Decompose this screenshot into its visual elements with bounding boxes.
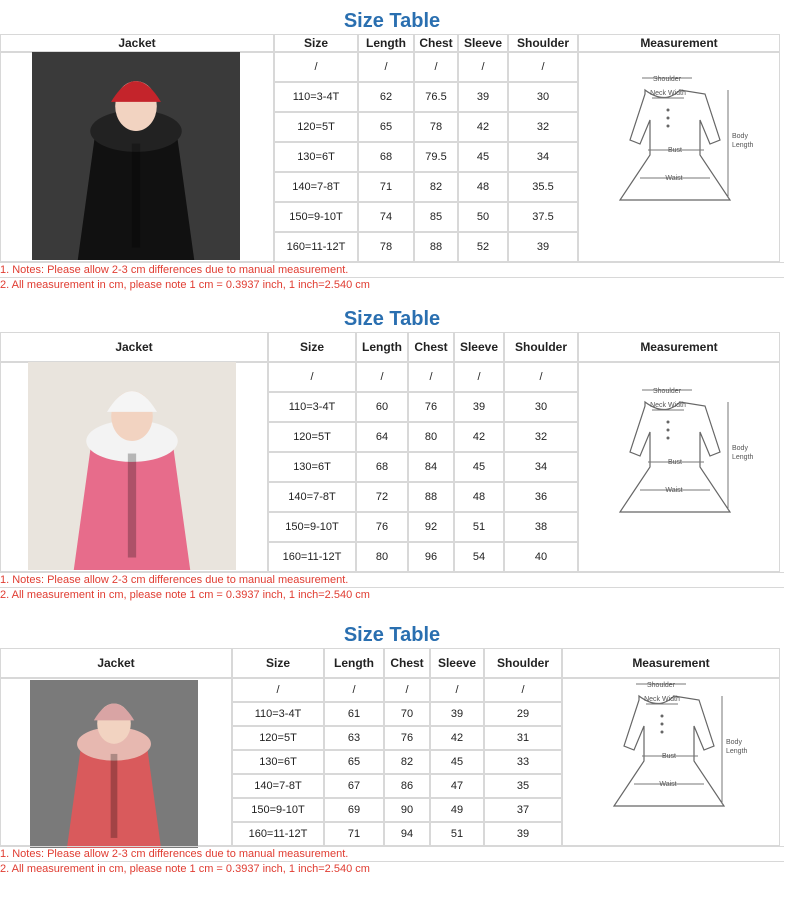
- svg-text:Length: Length: [732, 142, 754, 149]
- size-cell: 140=7-8T: [232, 774, 324, 798]
- measure-cell: 45: [430, 750, 484, 774]
- measure-cell: 88: [408, 482, 454, 512]
- measure-cell: 45: [454, 452, 504, 482]
- measure-cell: 86: [384, 774, 430, 798]
- svg-text:Bust: Bust: [667, 147, 683, 154]
- measure-cell: 35.5: [508, 172, 578, 202]
- size-table-title: Size Table: [343, 308, 441, 330]
- measurement-note-2: 2. All measurement in cm, please note 1 cm = 0.3937 inch, 1 inch=2.540 cm: [0, 861, 784, 876]
- measure-cell: /: [358, 52, 414, 82]
- size-cell: 110=3-4T: [232, 702, 324, 726]
- measure-cell: /: [356, 362, 408, 392]
- svg-text:Waist: Waist: [665, 175, 683, 182]
- measure-cell: 37.5: [508, 202, 578, 232]
- svg-text:Neck Width: Neck Width: [644, 696, 680, 703]
- measure-cell: 50: [458, 202, 508, 232]
- measure-cell: /: [384, 678, 430, 702]
- size-cell: 150=9-10T: [268, 512, 356, 542]
- measure-cell: 80: [408, 422, 454, 452]
- measure-cell: 47: [430, 774, 484, 798]
- measure-cell: 51: [430, 822, 484, 846]
- header-chest: Chest: [408, 332, 454, 362]
- measure-cell: 39: [508, 232, 578, 262]
- svg-text:Bust: Bust: [661, 753, 677, 760]
- measure-cell: 90: [384, 798, 430, 822]
- measure-cell: 37: [484, 798, 562, 822]
- measure-cell: 76.5: [414, 82, 458, 112]
- measure-cell: 69: [324, 798, 384, 822]
- svg-text:Body: Body: [732, 133, 748, 140]
- header-size: Size: [274, 34, 358, 52]
- measure-cell: 32: [504, 422, 578, 452]
- measure-cell: 67: [324, 774, 384, 798]
- measure-cell: 51: [454, 512, 504, 542]
- size-table-title: Size Table: [343, 624, 441, 646]
- measure-cell: /: [484, 678, 562, 702]
- svg-text:Waist: Waist: [665, 487, 683, 494]
- svg-text:Shoulder: Shoulder: [652, 388, 682, 395]
- black-hooded-jacket-girl-image: [32, 52, 240, 260]
- measure-cell: 92: [408, 512, 454, 542]
- measure-cell: 39: [430, 702, 484, 726]
- measure-cell: 34: [508, 142, 578, 172]
- header-size: Size: [232, 648, 324, 678]
- measure-cell: 36: [504, 482, 578, 512]
- measure-cell: 85: [414, 202, 458, 232]
- measure-cell: /: [408, 362, 454, 392]
- size-cell: 130=6T: [274, 142, 358, 172]
- measure-cell: 82: [414, 172, 458, 202]
- header-chest: Chest: [384, 648, 430, 678]
- measure-cell: 48: [458, 172, 508, 202]
- size-cell: 130=6T: [232, 750, 324, 774]
- measure-cell: 33: [484, 750, 562, 774]
- pink-hooded-jacket-girl-image: [28, 362, 236, 570]
- header-length: Length: [324, 648, 384, 678]
- header-shoulder: Shoulder: [508, 34, 578, 52]
- size-cell: 110=3-4T: [274, 82, 358, 112]
- measurement-note-1: 1. Notes: Please allow 2-3 cm differences due to manual measurement.: [0, 572, 784, 587]
- size-cell: 140=7-8T: [274, 172, 358, 202]
- measurement-note-2: 2. All measurement in cm, please note 1 cm = 0.3937 inch, 1 inch=2.540 cm: [0, 277, 784, 292]
- measure-cell: 64: [356, 422, 408, 452]
- size-cell: /: [232, 678, 324, 702]
- svg-text:Length: Length: [732, 454, 754, 461]
- measure-cell: 94: [384, 822, 430, 846]
- header-shoulder: Shoulder: [504, 332, 578, 362]
- measure-cell: /: [414, 52, 458, 82]
- size-cell: /: [274, 52, 358, 82]
- measure-cell: 62: [358, 82, 414, 112]
- svg-text:Neck Width: Neck Width: [650, 90, 686, 97]
- measure-cell: 35: [484, 774, 562, 798]
- measure-cell: 42: [430, 726, 484, 750]
- measure-cell: 80: [356, 542, 408, 572]
- measure-cell: 71: [358, 172, 414, 202]
- svg-text:Shoulder: Shoulder: [646, 682, 676, 689]
- measure-cell: /: [504, 362, 578, 392]
- measure-cell: 79.5: [414, 142, 458, 172]
- measure-cell: 52: [458, 232, 508, 262]
- measure-cell: 54: [454, 542, 504, 572]
- measure-cell: 39: [458, 82, 508, 112]
- measure-cell: 82: [384, 750, 430, 774]
- measure-cell: 39: [484, 822, 562, 846]
- size-cell: 130=6T: [268, 452, 356, 482]
- svg-text:Body: Body: [732, 445, 748, 452]
- svg-text:Neck Width: Neck Width: [650, 402, 686, 409]
- measure-cell: 71: [324, 822, 384, 846]
- measure-cell: 40: [504, 542, 578, 572]
- measure-cell: 61: [324, 702, 384, 726]
- header-jacket: Jacket: [0, 648, 232, 678]
- measure-cell: 78: [358, 232, 414, 262]
- size-cell: 120=5T: [268, 422, 356, 452]
- measure-cell: 42: [458, 112, 508, 142]
- garment-measurement-diagram: [600, 382, 760, 536]
- header-sleeve: Sleeve: [458, 34, 508, 52]
- header-measurement: Measurement: [562, 648, 780, 678]
- measure-cell: 49: [430, 798, 484, 822]
- measure-cell: 65: [324, 750, 384, 774]
- measure-cell: 84: [408, 452, 454, 482]
- measure-cell: 68: [356, 452, 408, 482]
- header-measurement: Measurement: [578, 34, 780, 52]
- garment-measurement-diagram: [594, 676, 754, 830]
- measure-cell: /: [324, 678, 384, 702]
- measure-cell: 30: [504, 392, 578, 422]
- header-jacket: Jacket: [0, 34, 274, 52]
- svg-text:Body: Body: [726, 739, 742, 746]
- svg-text:Shoulder: Shoulder: [652, 76, 682, 83]
- header-length: Length: [356, 332, 408, 362]
- header-sleeve: Sleeve: [430, 648, 484, 678]
- measure-cell: /: [508, 52, 578, 82]
- measure-cell: 31: [484, 726, 562, 750]
- size-cell: 110=3-4T: [268, 392, 356, 422]
- measure-cell: /: [454, 362, 504, 392]
- header-shoulder: Shoulder: [484, 648, 562, 678]
- measure-cell: 30: [508, 82, 578, 112]
- measure-cell: 96: [408, 542, 454, 572]
- size-cell: 120=5T: [274, 112, 358, 142]
- header-length: Length: [358, 34, 414, 52]
- header-measurement: Measurement: [578, 332, 780, 362]
- size-cell: 150=9-10T: [274, 202, 358, 232]
- measure-cell: 74: [358, 202, 414, 232]
- measure-cell: 32: [508, 112, 578, 142]
- measurement-note-1: 1. Notes: Please allow 2-3 cm differences due to manual measurement.: [0, 262, 784, 277]
- size-cell: 160=11-12T: [268, 542, 356, 572]
- header-chest: Chest: [414, 34, 458, 52]
- measure-cell: 39: [454, 392, 504, 422]
- size-cell: 150=9-10T: [232, 798, 324, 822]
- measure-cell: 76: [356, 512, 408, 542]
- measurement-note-2: 2. All measurement in cm, please note 1 cm = 0.3937 inch, 1 inch=2.540 cm: [0, 587, 784, 602]
- measure-cell: 42: [454, 422, 504, 452]
- svg-text:Length: Length: [726, 748, 748, 755]
- measure-cell: 76: [384, 726, 430, 750]
- size-table-title: Size Table: [343, 10, 441, 32]
- measure-cell: 63: [324, 726, 384, 750]
- svg-text:Waist: Waist: [659, 781, 677, 788]
- garment-measurement-diagram: [600, 70, 760, 224]
- size-cell: 120=5T: [232, 726, 324, 750]
- measure-cell: 65: [358, 112, 414, 142]
- measure-cell: /: [430, 678, 484, 702]
- size-cell: 140=7-8T: [268, 482, 356, 512]
- measure-cell: 78: [414, 112, 458, 142]
- measure-cell: 34: [504, 452, 578, 482]
- header-size: Size: [268, 332, 356, 362]
- measure-cell: 45: [458, 142, 508, 172]
- measure-cell: 72: [356, 482, 408, 512]
- measurement-note-1: 1. Notes: Please allow 2-3 cm differences due to manual measurement.: [0, 846, 784, 861]
- measure-cell: 29: [484, 702, 562, 726]
- measure-cell: 60: [356, 392, 408, 422]
- svg-text:Bust: Bust: [667, 459, 683, 466]
- measure-cell: 76: [408, 392, 454, 422]
- measure-cell: 38: [504, 512, 578, 542]
- measure-cell: 48: [454, 482, 504, 512]
- header-sleeve: Sleeve: [454, 332, 504, 362]
- measure-cell: 88: [414, 232, 458, 262]
- size-cell: /: [268, 362, 356, 392]
- size-cell: 160=11-12T: [274, 232, 358, 262]
- measure-cell: 70: [384, 702, 430, 726]
- header-jacket: Jacket: [0, 332, 268, 362]
- size-cell: 160=11-12T: [232, 822, 324, 846]
- coral-hooded-jacket-girl-image: [30, 680, 198, 848]
- measure-cell: 68: [358, 142, 414, 172]
- measure-cell: /: [458, 52, 508, 82]
